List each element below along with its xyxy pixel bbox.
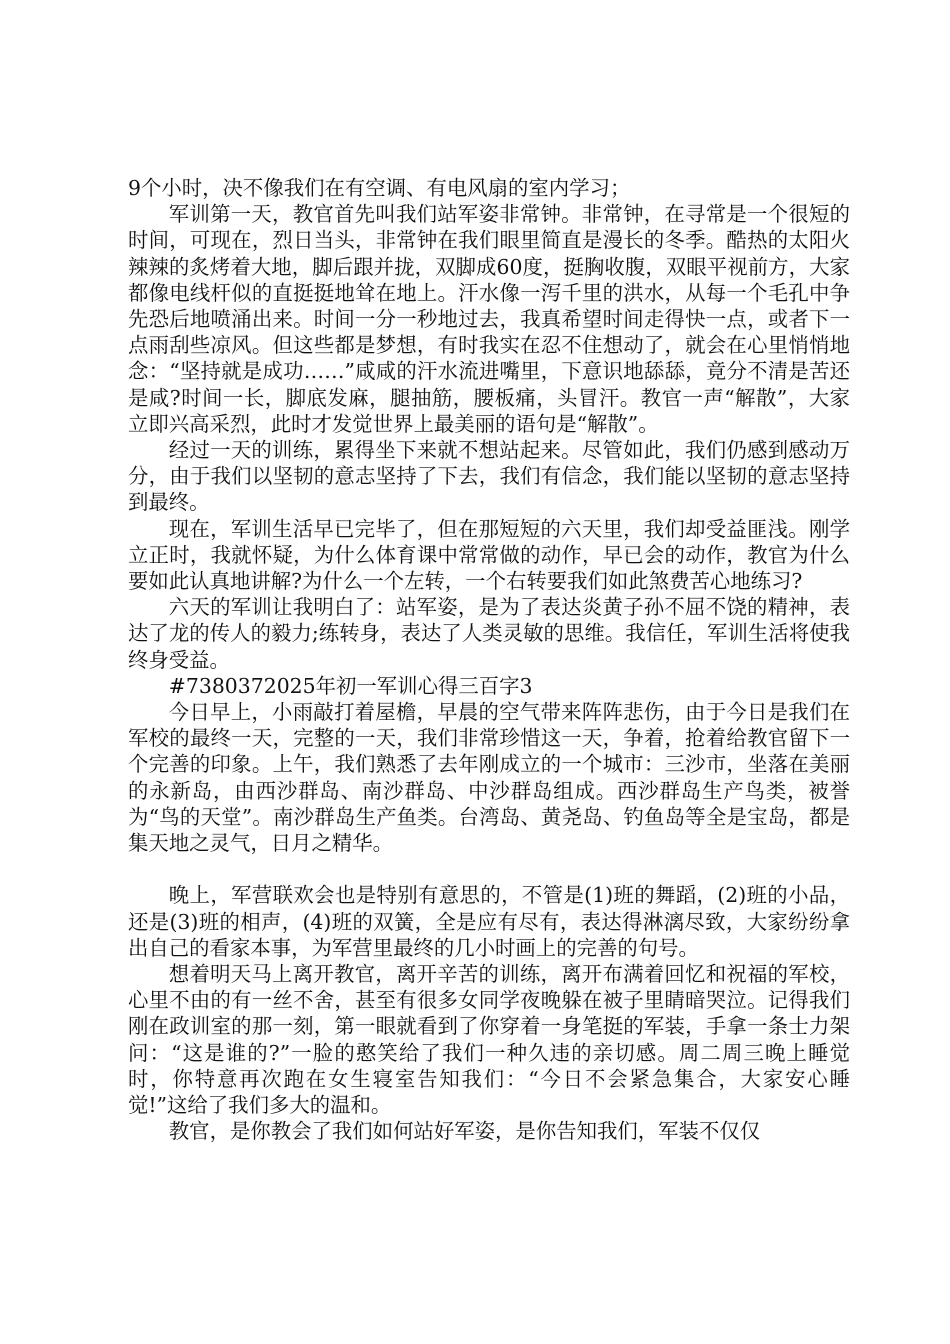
paragraph-leaving: 想着明天马上离开教官，离开辛苦的训练，离开布满着回忆和祝福的军校，心里不由的有一丝不舍，甚至有很多女同学夜晚躲在被子里睛暗哭泣。记得我们刚在政训室的那一刻，第一眼就看到了你穿着一身笔挺的军装，手拿一条士力架问：“这是谁的?”一脸的憨笑给了我们一种久违的亲切感。周二周三晚上睡觉时，你特意再次跑在女生寝室告知我们：“今日不会紧急集合，大家安心睡觉!”这给了我们多大的温和。	[128, 962, 850, 1118]
paragraph-first-day: 军训第一天，教官首先叫我们站军姿非常钟。非常钟，在寻常是一个很短的时间，可现在，烈日当头，非常钟在我们眼里简直是漫长的冬季。酷热的太阳火辣辣的炙烤着大地，脚后跟并拢，双脚成60度，挺胸收腹，双眼平视前方，大家都像电线杆似的直挺挺地耸在地上。汗水像一泻千里的洪水，从每一个毛孔中争先恐后地喷涌出来。时间一分一秒地过去，我真希望时间走得快一点，或者下一点雨刮些凉风。但这些都是梦想，有时我实在忍不住想动了，就会在心里悄悄地念：“坚持就是成功……”咸咸的汗水流进嘴里，下意识地舔舔，竟分不清是苦还是咸?时间一长，脚底发麻，腿抽筋，腰板痛，头冒汗。教官一声“解散”，大家立即兴高采烈，此时才发觉世界上最美丽的语句是“解散”。	[128, 202, 850, 436]
paragraph-evening-party: 晚上，军营联欢会也是特别有意思的，不管是(1)班的舞蹈，(2)班的小品，还是(3)班的相声，(4)班的双簧，全是应有尽有，表达得淋漓尽致，大家纷纷拿出自己的看家本事，为军营里最终的几小时画上的完善的句号。	[128, 883, 850, 960]
paragraph-after-training: 经过一天的训练，累得坐下来就不想站起来。尽管如此，我们仍感到感动万分，由于我们以坚韧的意志坚持了下去，我们有信念，我们能以坚韧的意志坚持到最终。	[128, 438, 850, 515]
document-body	[128, 175, 850, 1145]
paragraph-continuation: 9个小时，决不像我们在有空调、有电风扇的室内学习；	[128, 176, 631, 200]
blank-line	[128, 856, 850, 882]
paragraph-this-morning: 今日早上，小雨敲打着屋檐，早晨的空气带来阵阵悲伤，由于今日是我们在军校的最终一天，完整的一天，我们非常珍惜这一天，争着，抢着给教官留下一个完善的印象。上午，我们熟悉了去年刚成立的一个城市：三沙市，坐落在美丽的永新岛，由西沙群岛、南沙群岛、中沙群岛组成。西沙群岛生产鸟类，被誉为“鸟的天堂”。南沙群岛生产鱼类。台湾岛、黄尧岛、钓鱼岛等全是宝岛，都是集天地之灵气，日月之精华。	[128, 700, 850, 856]
section-heading: #7380372025年初一军训心得三百字3	[168, 673, 533, 698]
paragraph-now: 现在，军训生活早已完毕了，但在那短短的六天里，我们却受益匪浅。刚学立正时，我就怀疑，为什么体育课中常常做的动作，早已会的动作，教官为什么要如此认真地讲解?为什么一个左转，一个右转要我们如此煞费苦心地练习?	[128, 516, 850, 594]
paragraph-six-days: 六天的军训让我明白了：站军姿，是为了表达炎黄子孙不屈不饶的精神，表达了龙的传人的毅力;练转身，表达了人类灵敏的思维。我信任，军训生活将使我终身受益。	[128, 595, 850, 672]
paragraph-instructor: 教官，是你教会了我们如何站好军姿，是你告知我们，军装不仅仅	[168, 1119, 761, 1144]
